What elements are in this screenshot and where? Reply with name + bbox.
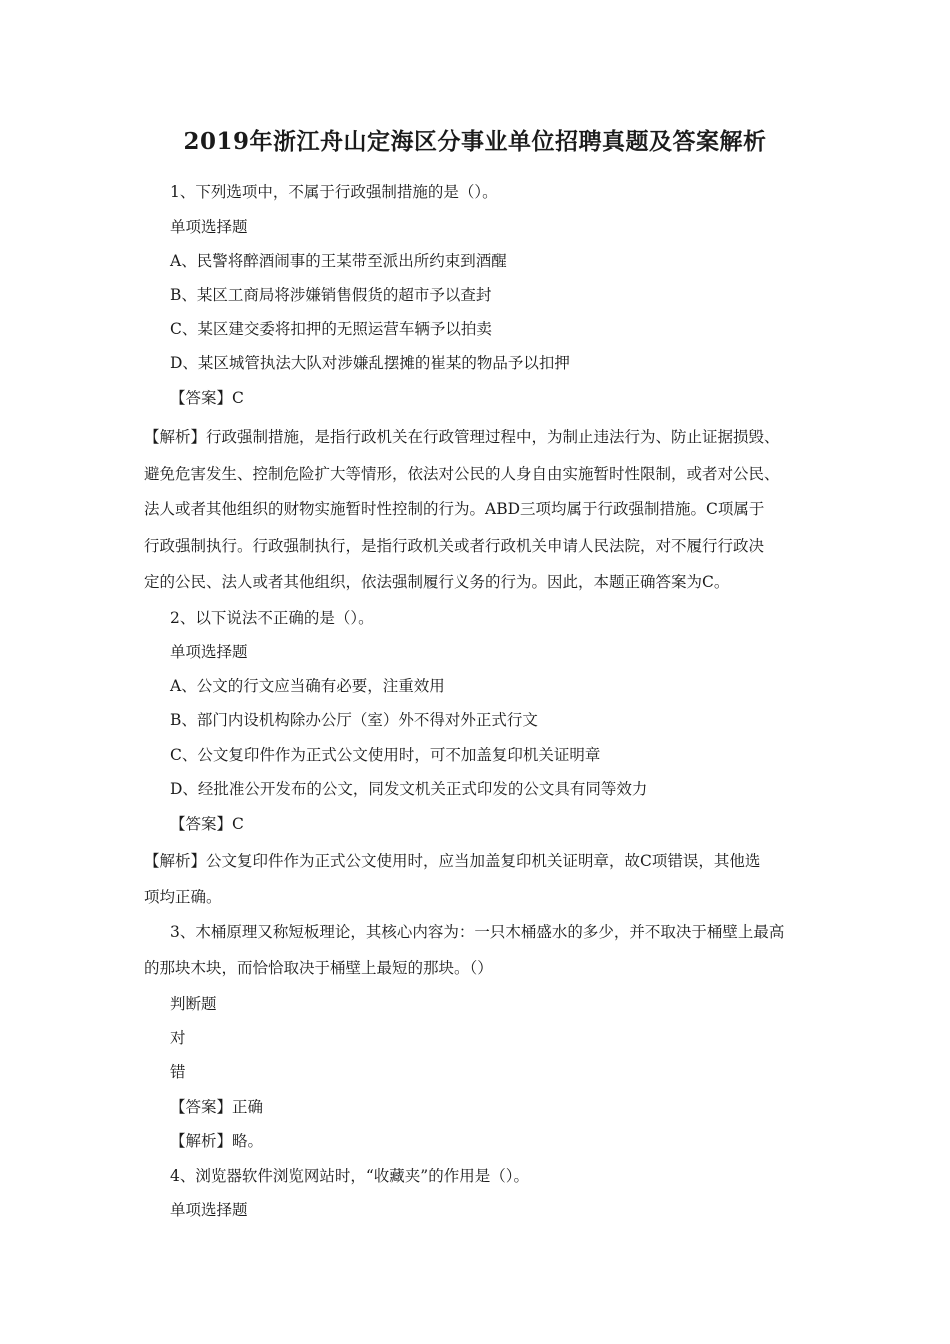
q1-analysis-line: 法人或者其他组织的财物实施暂时性控制的行为。ABD三项均属于行政强制措施。C项属于: [144, 500, 765, 518]
q2-option-c: C、公文复印件作为正式公文使用时，可不加盖复印机关证明章: [170, 746, 601, 764]
q1-option-a: A、民警将醉酒闹事的王某带至派出所约束到酒醒: [170, 252, 507, 270]
q2-analysis-line: 【解析】公文复印件作为正式公文使用时，应当加盖复印机关证明章，故C项错误，其他选: [144, 852, 761, 870]
q1-analysis-line: 行政强制执行。行政强制执行，是指行政机关或者行政机关申请人民法院，对不履行行政决: [144, 537, 765, 555]
q1-analysis-line: 避免危害发生、控制危险扩大等情形，依法对公民的人身自由实施暂时性限制，或者对公民、: [144, 465, 780, 483]
q3-option-false: 错: [170, 1063, 186, 1081]
q2-option-b: B、部门内设机构除办公厅（室）外不得对外正式行文: [170, 711, 538, 729]
q1-analysis-line: 定的公民、法人或者其他组织，依法强制履行义务的行为。因此，本题正确答案为C。: [144, 573, 730, 591]
q1-type: 单项选择题: [170, 218, 248, 236]
q4-stem: 4、浏览器软件浏览网站时，“收藏夹”的作用是（）。: [170, 1167, 529, 1185]
q2-type: 单项选择题: [170, 643, 248, 661]
q1-stem: 1、下列选项中，不属于行政强制措施的是（）。: [170, 183, 498, 201]
document-title: 2019年浙江舟山定海区分事业单位招聘真题及答案解析: [183, 128, 767, 155]
q3-type: 判断题: [170, 995, 217, 1013]
q3-option-true: 对: [170, 1029, 186, 1047]
q4-type: 单项选择题: [170, 1201, 248, 1219]
q1-option-c: C、某区建交委将扣押的无照运营车辆予以拍卖: [170, 320, 492, 338]
q2-answer: 【答案】C: [170, 815, 244, 833]
q2-stem: 2、以下说法不正确的是（）。: [170, 609, 374, 627]
q2-analysis-line: 项均正确。: [144, 888, 222, 906]
q3-stem-line: 的那块木块，而恰恰取决于桶壁上最短的那块。（）: [144, 959, 493, 977]
q1-option-b: B、某区工商局将涉嫌销售假货的超市予以查封: [170, 286, 492, 304]
q1-analysis-line: 【解析】行政强制措施，是指行政机关在行政管理过程中，为制止违法行为、防止证据损毁、: [144, 428, 780, 446]
q3-answer: 【答案】正确: [170, 1098, 264, 1116]
q1-option-d: D、某区城管执法大队对涉嫌乱摆摊的崔某的物品予以扣押: [170, 354, 570, 372]
q1-answer: 【答案】C: [170, 389, 244, 407]
q2-option-a: A、公文的行文应当确有必要，注重效用: [170, 677, 445, 695]
q3-stem-line: 3、木桶原理又称短板理论，其核心内容为：一只木桶盛水的多少，并不取决于桶壁上最高: [170, 923, 785, 941]
q3-analysis: 【解析】略。: [170, 1132, 264, 1150]
q2-option-d: D、经批准公开发布的公文，同发文机关正式印发的公文具有同等效力: [170, 780, 648, 798]
